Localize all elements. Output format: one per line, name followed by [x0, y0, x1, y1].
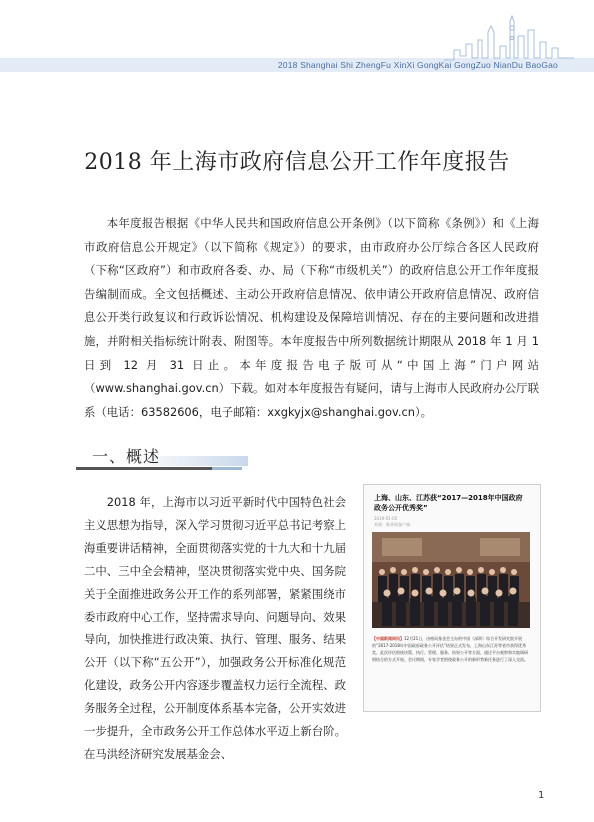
news-body [372, 635, 530, 663]
news-date: 2019-01-05 [374, 516, 398, 521]
heading-underline [76, 467, 212, 470]
section-heading-label: 一、概述 [92, 447, 161, 466]
news-source: 来源：新华网客户端 [374, 522, 410, 527]
intro-paragraph: 本年度报告根据《中华人民共和国政府信息公开条例》（以下简称《条例》）和《上海市政府信息公开规定》（以下简称《规定》）的要求，由市政府办公厅综合各区人民政府（下称“区政府”）和市政府各委、办、局（下称“市级机关”）的政府信息公开工作年度报告编制而成。全文包括概述、主动公开政府信息情况、依申请公开政府信息情况、政府信息公开类行政复议和行政诉讼情况、机构建设及保障培训情况、存在的主要问题和改进措施，并附相关指标统计附表、附图等。本年度报告中所列数据统计期限从 2018 年 1 月 1 日到 12 月 31 日止。本年度报告电子版可从“中国上海”门户网站（www.shanghai.gov.cn）下载。如对本年度报告有疑问，请与上海市人民政府办公厅联系（电话：63582606，电子邮箱：xxgkyjx@shanghai.gov.cn）。 [84, 216, 539, 419]
news-body-text: 12月21日，由格局基金会主办的中国（深圳）综合开发研究院开展的“2017-2018年中国政府政务公开评估”结果正式发布，上海山东江苏等省市获得优秀奖。此次评估围绕决策、执行、管理、服务、结果公开等方面，通过平台观察和实地调研相结合的方式开展。会议期间，专家学者围绕政务公开的新形势新任务进行了深入交流。 [372, 636, 528, 662]
heading-underline-accent [212, 467, 242, 470]
document-title: 2018 年上海市政府信息公开工作年度报告 [84, 150, 510, 175]
news-card [363, 484, 541, 712]
skyline-graphic [444, 12, 574, 62]
news-title: 上海、山东、江苏获“2017—2018年中国政府政务公开优秀奖” [374, 494, 523, 512]
overview-paragraph: 2018 年，上海市以习近平新时代中国特色社会主义思想为指导，深入学习贯彻习近平总书记考察上海重要讲话精神，全面贯彻落实党的十九大和十九届二中、三中全会精神，坚决贯彻落实党中央、国务院关于全面推进政务公开工作的系列部署，紧紧围绕市委市政府中心工作，坚持需求导向、问题导向、效果导向，加快推进行政决策、执行、管理、服务、结果公开（以下称“五公开”），加强政务公开标准化规范化建设，政务公开内容逐步覆盖权力运行全流程、政务服务全过程，公开制度体系基本完备，公开实效进一步提升，全市政务公开工作总体水平迈上新台阶。在马洪经济研究发展基金会、 [84, 495, 346, 761]
group-photo [372, 532, 530, 628]
section-heading [60, 442, 190, 468]
news-body-tag: 【中国新闻网讯】 [372, 636, 404, 641]
page-number: 1 [538, 790, 545, 801]
running-header: 2018 Shanghai Shi ZhengFu XinXi GongKai GongZuo NianDu BaoGao [277, 60, 558, 70]
